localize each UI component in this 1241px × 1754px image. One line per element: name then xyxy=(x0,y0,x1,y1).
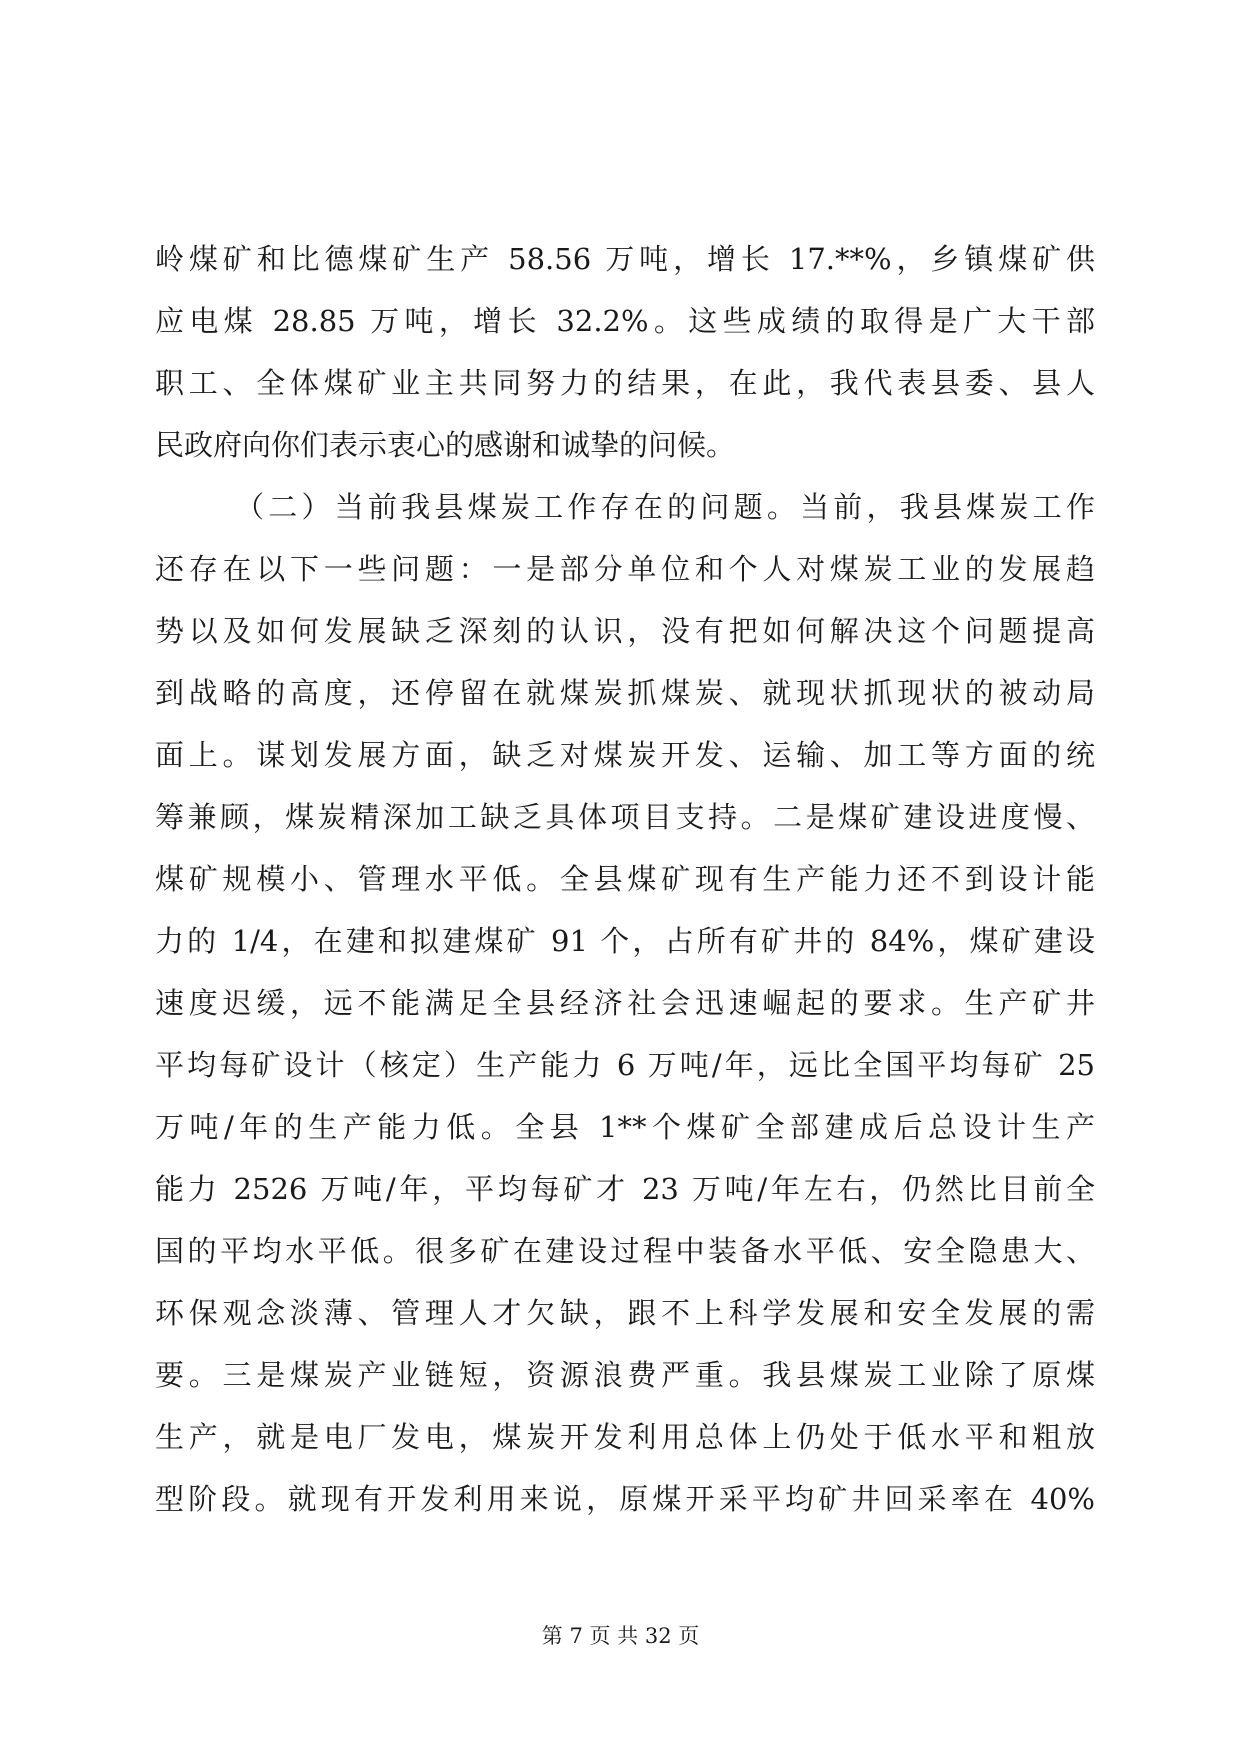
text-line: 速度迟缓，远不能满足全县经济社会迅速崛起的要求。生产矿井 xyxy=(155,986,1095,1020)
text-line: 万吨/年的生产能力低。全县 1**个煤矿全部建成后总设计生产 xyxy=(155,1110,1095,1144)
text-line: 民政府向你们表示衷心的感谢和诚挚的问候。 xyxy=(155,428,736,462)
text-line: 筹兼顾，煤炭精深加工缺乏具体项目支持。二是煤矿建设进度慢、 xyxy=(155,800,1095,834)
text-line: 岭煤矿和比德煤矿生产 58.56 万吨，增长 17.**%，乡镇煤矿供 xyxy=(155,242,1095,276)
text-line: 能力 2526 万吨/年，平均每矿才 23 万吨/年左右，仍然比目前全 xyxy=(155,1172,1095,1206)
text-line: （二）当前我县煤炭工作存在的问题。当前，我县煤炭工作 xyxy=(235,490,1095,524)
text-line: 职工、全体煤矿业主共同努力的结果，在此，我代表县委、县人 xyxy=(155,366,1095,400)
text-line: 环保观念淡薄、管理人才欠缺，跟不上科学发展和安全发展的需 xyxy=(155,1296,1095,1330)
text-line: 生产，就是电厂发电，煤炭开发利用总体上仍处于低水平和粗放 xyxy=(155,1420,1095,1454)
text-line: 国的平均水平低。很多矿在建设过程中装备水平低、安全隐患大、 xyxy=(155,1234,1095,1268)
text-line: 面上。谋划发展方面，缺乏对煤炭开发、运输、加工等方面的统 xyxy=(155,738,1095,772)
text-line: 煤矿规模小、管理水平低。全县煤矿现有生产能力还不到设计能 xyxy=(155,862,1095,896)
document-body xyxy=(155,228,1095,1530)
text-line: 型阶段。就现有开发利用来说，原煤开采平均矿井回采率在 40% xyxy=(155,1482,1095,1516)
page-number-footer: 第 7 页 共 32 页 xyxy=(541,1624,700,1648)
text-line: 到战略的高度，还停留在就煤炭抓煤炭、就现状抓现状的被动局 xyxy=(155,676,1095,710)
text-line: 应电煤 28.85 万吨，增长 32.2%。这些成绩的取得是广大干部 xyxy=(155,304,1095,338)
text-line: 平均每矿设计（核定）生产能力 6 万吨/年，远比全国平均每矿 25 xyxy=(155,1048,1095,1082)
text-line: 势以及如何发展缺乏深刻的认识，没有把如何解决这个问题提高 xyxy=(155,614,1095,648)
text-line: 还存在以下一些问题：一是部分单位和个人对煤炭工业的发展趋 xyxy=(155,552,1095,586)
text-line: 力的 1/4，在建和拟建煤矿 91 个，占所有矿井的 84%，煤矿建设 xyxy=(155,924,1095,958)
text-line: 要。三是煤炭产业链短，资源浪费严重。我县煤炭工业除了原煤 xyxy=(155,1358,1095,1392)
